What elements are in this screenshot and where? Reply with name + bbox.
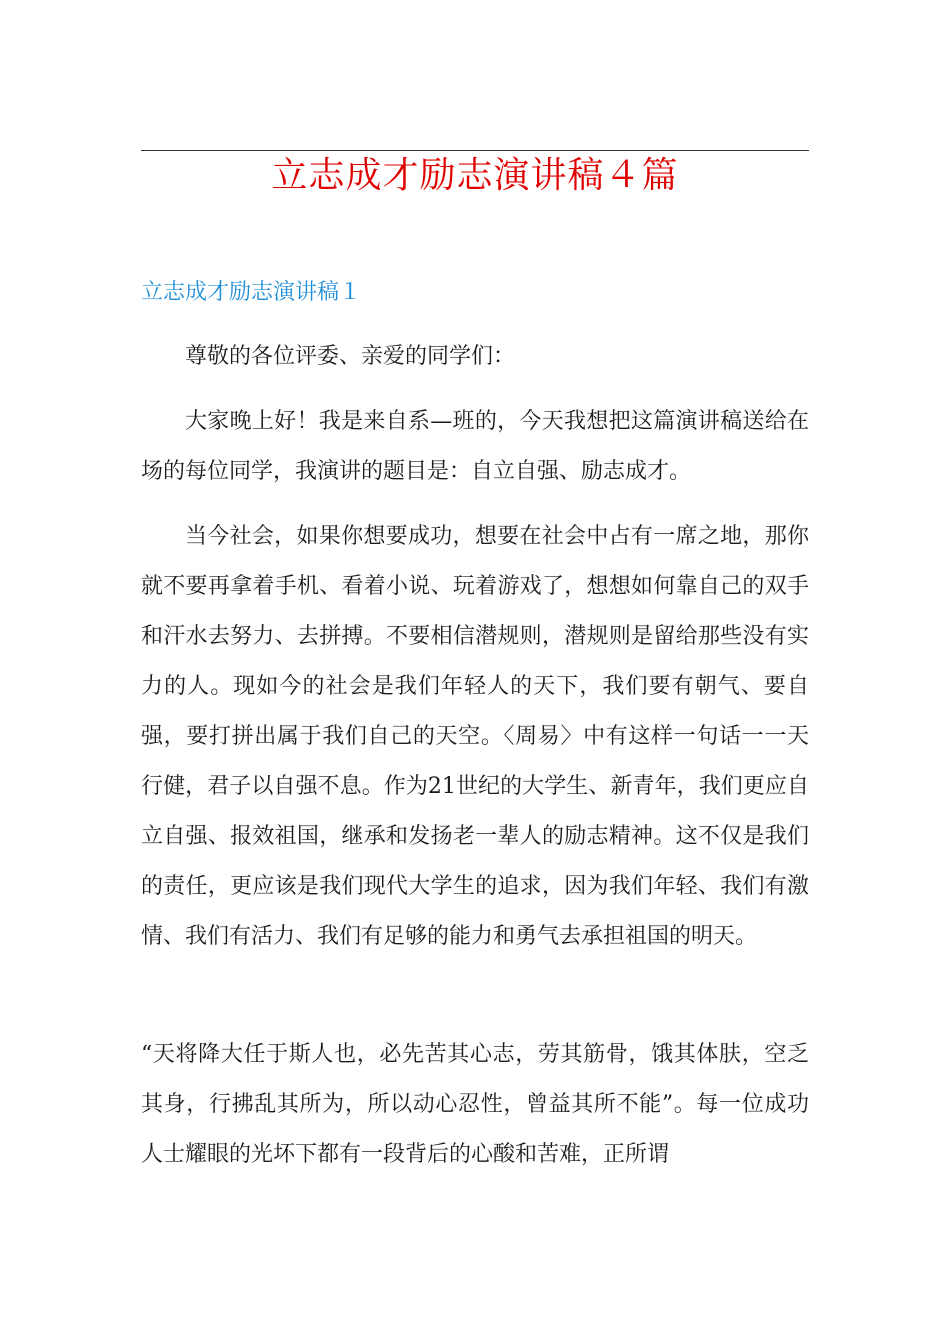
title-top-rule bbox=[141, 150, 809, 151]
document-title: 立志成才励志演讲稿４篇 bbox=[271, 155, 679, 196]
quote-paragraph: “天将降大任于斯人也，必先苦其心志，劳其筋骨，饿其体肤，空乏其身，行拂乱其所为，所以动心忍性，曾益其所不能”。每一位成功人士耀眼的光坏下都有一段背后的心酸和苦难，正所谓 bbox=[141, 1042, 809, 1167]
greeting-paragraph: 大家晚上好！我是来自系—班的，今天我想把这篇演讲稿送给在场的每位同学，我演讲的题目是：自立自强、励志成才。 bbox=[141, 409, 809, 484]
salutation-paragraph: 尊敬的各位评委、亲爱的同学们： bbox=[185, 344, 516, 369]
body-paragraph: 当今社会，如果你想要成功，想要在社会中占有一席之地，那你就不要再拿着手机、看着小说、玩着游戏了，想想如何靠自己的双手和汗水去努力、去拼搏。不要相信潜规则，潜规则是留给那些没有实力的人。现如今的社会是我们年轻人的天下，我们要有朝气、要自强，要打拼出属于我们自己的天空。〈周易〉中有这样一句话一一天行健，君子以自强不息。作为21世纪的大学生、新青年，我们更应自立自强、报效祖国，继承和发扬老一辈人的励志精神。这不仅是我们的责任，更应该是我们现代大学生的追求，因为我们年轻、我们有激情、我们有活力、我们有足够的能力和勇气去承担祖国的明天。 bbox=[141, 524, 809, 949]
section-heading: 立志成才励志演讲稿１ bbox=[141, 280, 362, 305]
